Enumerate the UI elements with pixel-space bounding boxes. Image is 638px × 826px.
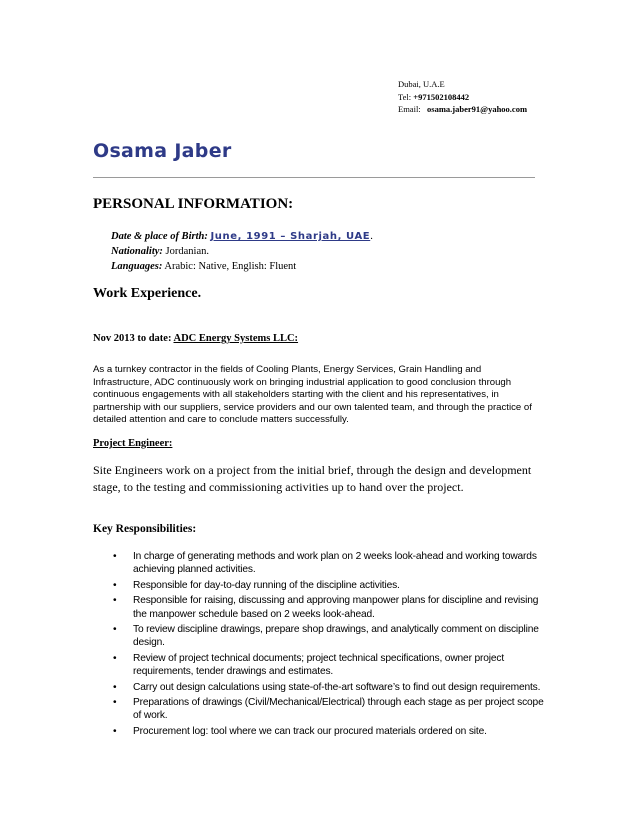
list-item: • In charge of generating methods and work plan on 2 weeks look-ahead and working towards achieving planned activities. <box>113 551 537 576</box>
responsibilities-list <box>93 550 553 740</box>
bullet-icon: • <box>113 652 117 664</box>
contact-email <box>398 103 527 116</box>
email-value: osama.jaber91@yahoo.com <box>427 104 528 114</box>
company-description: As a turnkey contractor in the fields of Cooling Plants, Energy Services, Grain Handling and Infrastructure, ADC continuously work on bringing industrial application to good conclusion through continuous engagements with all stakeholders starting with the client and his representatives, in partnership with our suppliers, service providers and our own talented team, and through the practice of detailed attention and care to conclude matters successfully. <box>93 364 532 426</box>
nationality-line <box>111 244 373 259</box>
contact-tel <box>398 91 527 104</box>
bullet-icon: • <box>113 697 117 709</box>
candidate-name: Osama Jaber <box>93 140 232 162</box>
bullet-icon: • <box>113 681 117 693</box>
list-item: • To review discipline drawings, prepare shop drawings, and analytically comment on discipline design. <box>113 624 539 649</box>
languages-value: Arabic: Native, English: Fluent <box>164 261 297 272</box>
dob-value: June, 1991 – Sharjah, UAE <box>210 231 371 242</box>
list-item: • Preparations of drawings (Civil/Mechanical/Electrical) through each stage as per project scope of work. <box>113 697 544 722</box>
header-divider <box>93 177 535 178</box>
dob-label: Date & place of Birth: <box>111 231 208 242</box>
contact-block <box>398 78 527 116</box>
job-header <box>93 333 298 344</box>
dob-suffix: . <box>370 231 373 242</box>
list-item: • Procurement log: tool where we can track our procured materials ordered on site. <box>113 725 487 737</box>
personal-info-heading: PERSONAL INFORMATION: <box>93 196 294 212</box>
languages-line <box>111 259 373 274</box>
tel-value: +971502108442 <box>413 91 470 102</box>
nationality-value: Jordanian. <box>165 246 209 257</box>
work-experience-heading: Work Experience. <box>93 286 202 301</box>
role-title: Project Engineer: <box>93 438 173 449</box>
dob-line <box>111 229 373 244</box>
job-period: Nov 2013 to date: <box>93 333 172 344</box>
bullet-icon: • <box>113 551 117 562</box>
email-label: Email: <box>398 104 421 114</box>
list-item: • Responsible for day-to-day running of the discipline activities. <box>113 579 400 591</box>
list-item: • Responsible for raising, discussing and approving manpower plans for discipline and revising the manpower schedule based on 2 weeks look-ahead. <box>113 595 539 620</box>
personal-info-block <box>111 229 373 274</box>
company-name: ADC Energy Systems LLC: <box>173 333 299 344</box>
bullet-icon: • <box>113 725 117 737</box>
responsibilities-heading: Key Responsibilities: <box>93 523 197 535</box>
bullet-icon: • <box>113 595 117 607</box>
contact-location: Dubai, U.A.E <box>398 79 445 89</box>
nationality-label: Nationality: <box>111 246 163 257</box>
bullet-icon: • <box>113 579 117 591</box>
list-item: • Carry out design calculations using state-of-the-art software’s to find out design requirements. <box>113 681 541 693</box>
languages-label: Languages: <box>111 261 163 272</box>
role-description: Site Engineers work on a project from the initial brief, through the design and development stage, to the testing and commissioning activities up to hand over the project. <box>93 463 532 494</box>
list-item: • Review of project technical documents; project technical specifications, owner project requirements, tender drawings and estimates. <box>113 652 505 678</box>
tel-label: Tel: <box>398 91 412 102</box>
bullet-icon: • <box>113 624 117 636</box>
